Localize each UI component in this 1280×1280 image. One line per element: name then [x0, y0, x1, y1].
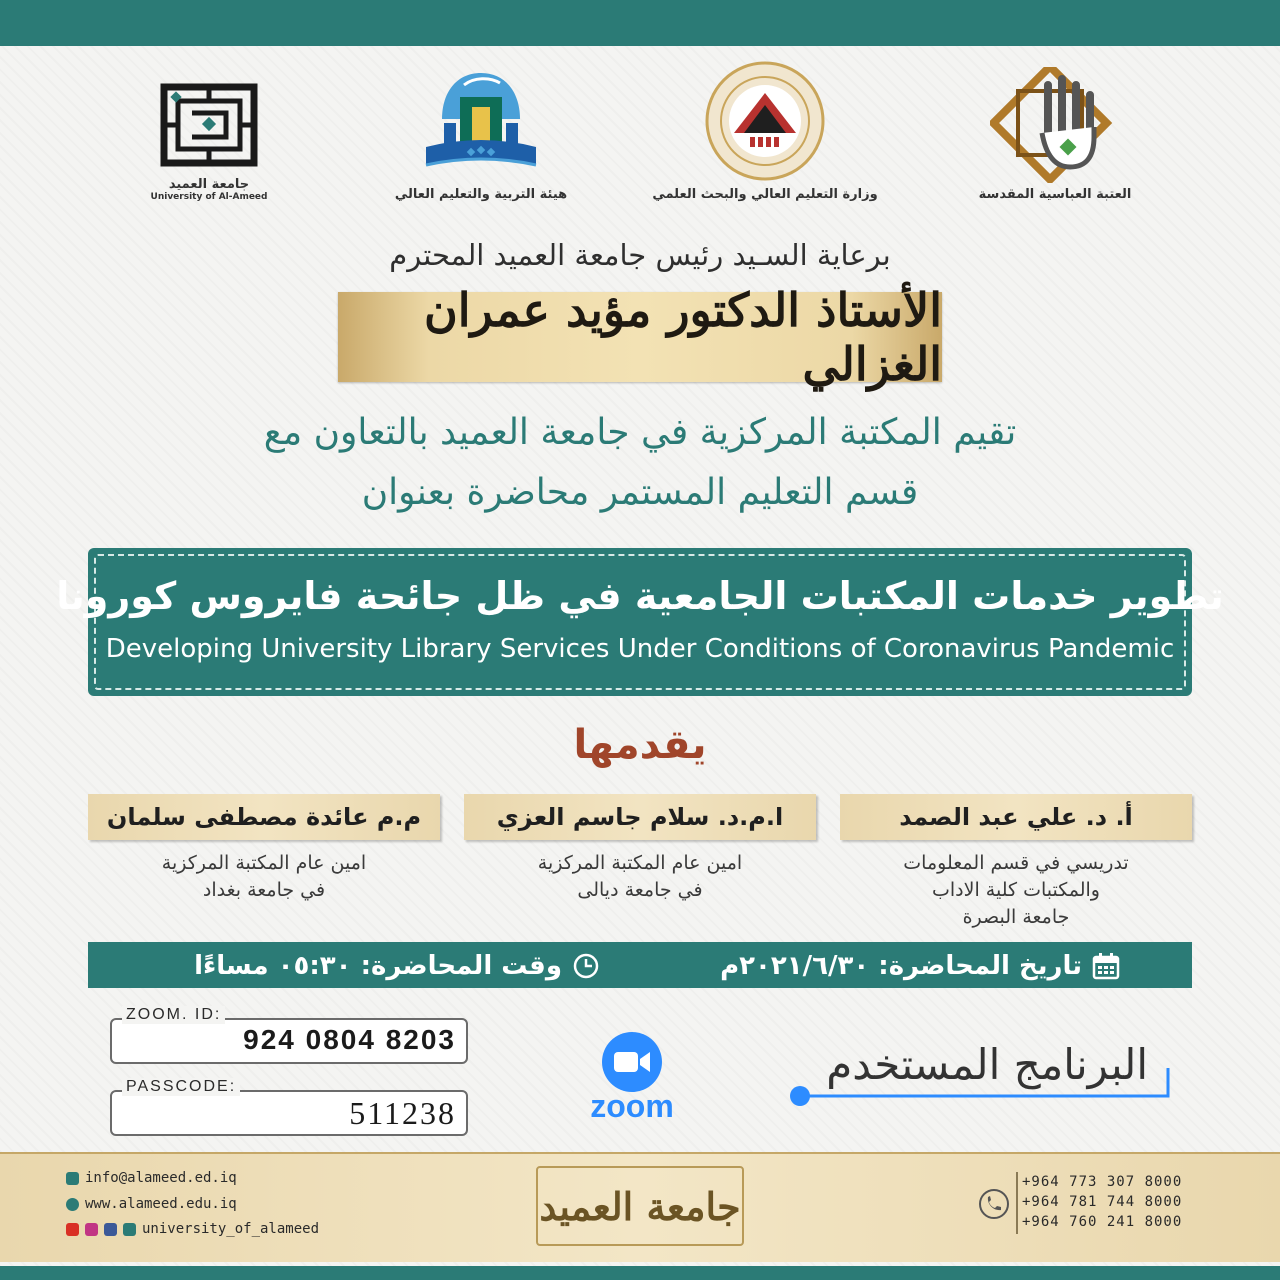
footer-phone-1: +964 773 307 8000	[1022, 1174, 1183, 1190]
lecture-title-box	[88, 548, 1192, 696]
ministry-seal-icon	[700, 59, 830, 183]
logo-name: جامعة العميد	[168, 177, 250, 192]
footer-social	[66, 1219, 319, 1239]
patron-name: الأستاذ الدكتور مؤيد عمران الغزالي	[423, 283, 942, 391]
phone-icon	[978, 1188, 1010, 1220]
zoom-logo-icon	[600, 1030, 664, 1094]
intro-line-1: تقيم المكتبة المركزية في جامعة العميد بالتعاون مع	[263, 412, 1017, 453]
clock-icon	[572, 952, 600, 980]
zoom-id-value: 924 0804 8203	[243, 1024, 456, 1055]
zoom-wordmark: zoom	[590, 1088, 674, 1124]
phone-divider	[1016, 1172, 1018, 1234]
speaker-1-description	[840, 850, 1192, 931]
footer-social-text: university_of_alameed	[142, 1221, 320, 1237]
presented-by-heading: يقدمها	[573, 722, 707, 768]
kufic-square-icon	[154, 77, 264, 173]
ministry-logo	[652, 52, 878, 202]
lecture-date	[650, 948, 1120, 984]
speaker-1-desc-line: والمكتبات كلية الاداب	[932, 879, 1100, 901]
footer-logo-text: جامعة العميد	[539, 1183, 741, 1229]
footer-website	[66, 1194, 237, 1214]
logo-subtitle: University of Al-Ameed	[150, 192, 268, 202]
globe-icon	[66, 1198, 79, 1211]
program-used-label: البرنامج المستخدم	[826, 1040, 1148, 1089]
speaker-2-desc-line: في جامعة ديالى	[577, 879, 703, 901]
instagram-icon	[85, 1223, 98, 1236]
speaker-2-name: ا.م.د. سلام جاسم العزي	[464, 794, 816, 840]
footer-website-text: www.alameed.edu.iq	[85, 1196, 237, 1212]
patron-name-banner	[338, 283, 942, 391]
logo-name: العتبة العباسية المقدسة	[978, 187, 1132, 202]
speaker-2-desc-line: امين عام المكتبة المركزية	[537, 852, 743, 874]
abbas-shrine-logo	[970, 52, 1140, 202]
lecture-title-arabic: تطوير خدمات المكتبات الجامعية في ظل جائحة فايروس كورونا	[56, 574, 1224, 618]
footer-email	[66, 1168, 237, 1188]
logo-name: وزارة التعليم العالي والبحث العلمي	[652, 187, 878, 202]
passcode-value: 511238	[349, 1095, 456, 1131]
speaker-1-name: أ. د. علي عبد الصمد	[840, 794, 1192, 840]
email-icon	[66, 1172, 79, 1185]
speaker-3-desc-line: في جامعة بغداد	[202, 879, 326, 901]
hand-shrine-icon	[990, 67, 1120, 183]
lecture-date-text: تاريخ المحاضرة: ٢٠٢١/٦/٣٠م	[720, 951, 1082, 981]
lecture-time-text: وقت المحاضرة: ٠٥:٣٠ مساءًا	[194, 951, 562, 981]
footer-email-text: info@alameed.ed.iq	[85, 1170, 237, 1186]
footer-phone-3: +964 760 241 8000	[1022, 1214, 1183, 1230]
patronage-line: برعاية السـيد رئيس جامعة العميد المحترم	[389, 238, 891, 272]
intro-line-2: قسم التعليم المستمر محاضرة بعنوان	[361, 472, 919, 513]
al-ameed-university-logo	[124, 52, 294, 202]
book-dome-icon	[416, 67, 546, 183]
speaker-3-desc-line: امين عام المكتبة المركزية	[161, 852, 367, 874]
youtube-icon	[66, 1223, 79, 1236]
footer-phone-2: +964 781 744 8000	[1022, 1194, 1183, 1210]
speaker-1-desc-line: تدريسي في قسم المعلومات	[903, 852, 1129, 874]
passcode-label: PASSCODE:	[122, 1078, 240, 1096]
speaker-3-name: م.م عائدة مصطفى سلمان	[88, 794, 440, 840]
education-authority-logo	[396, 52, 566, 202]
logo-name: هيئة التربية والتعليم العالي	[394, 187, 568, 202]
top-bar	[0, 0, 1280, 46]
bottom-bar	[0, 1266, 1280, 1280]
speaker-3-description	[88, 850, 440, 904]
zoom-id-label: ZOOM. ID:	[122, 1006, 225, 1024]
speaker-1-desc-line: جامعة البصرة	[962, 906, 1070, 928]
speaker-2-description	[464, 850, 816, 904]
calendar-icon	[1092, 952, 1120, 980]
facebook-icon	[104, 1223, 117, 1236]
lecture-title-english: Developing University Library Services Under Conditions of Coronavirus Pandemic	[105, 634, 1175, 664]
program-underline	[788, 1060, 1178, 1110]
lecture-time	[150, 948, 600, 984]
telegram-icon	[123, 1223, 136, 1236]
footer-logo	[536, 1166, 744, 1246]
